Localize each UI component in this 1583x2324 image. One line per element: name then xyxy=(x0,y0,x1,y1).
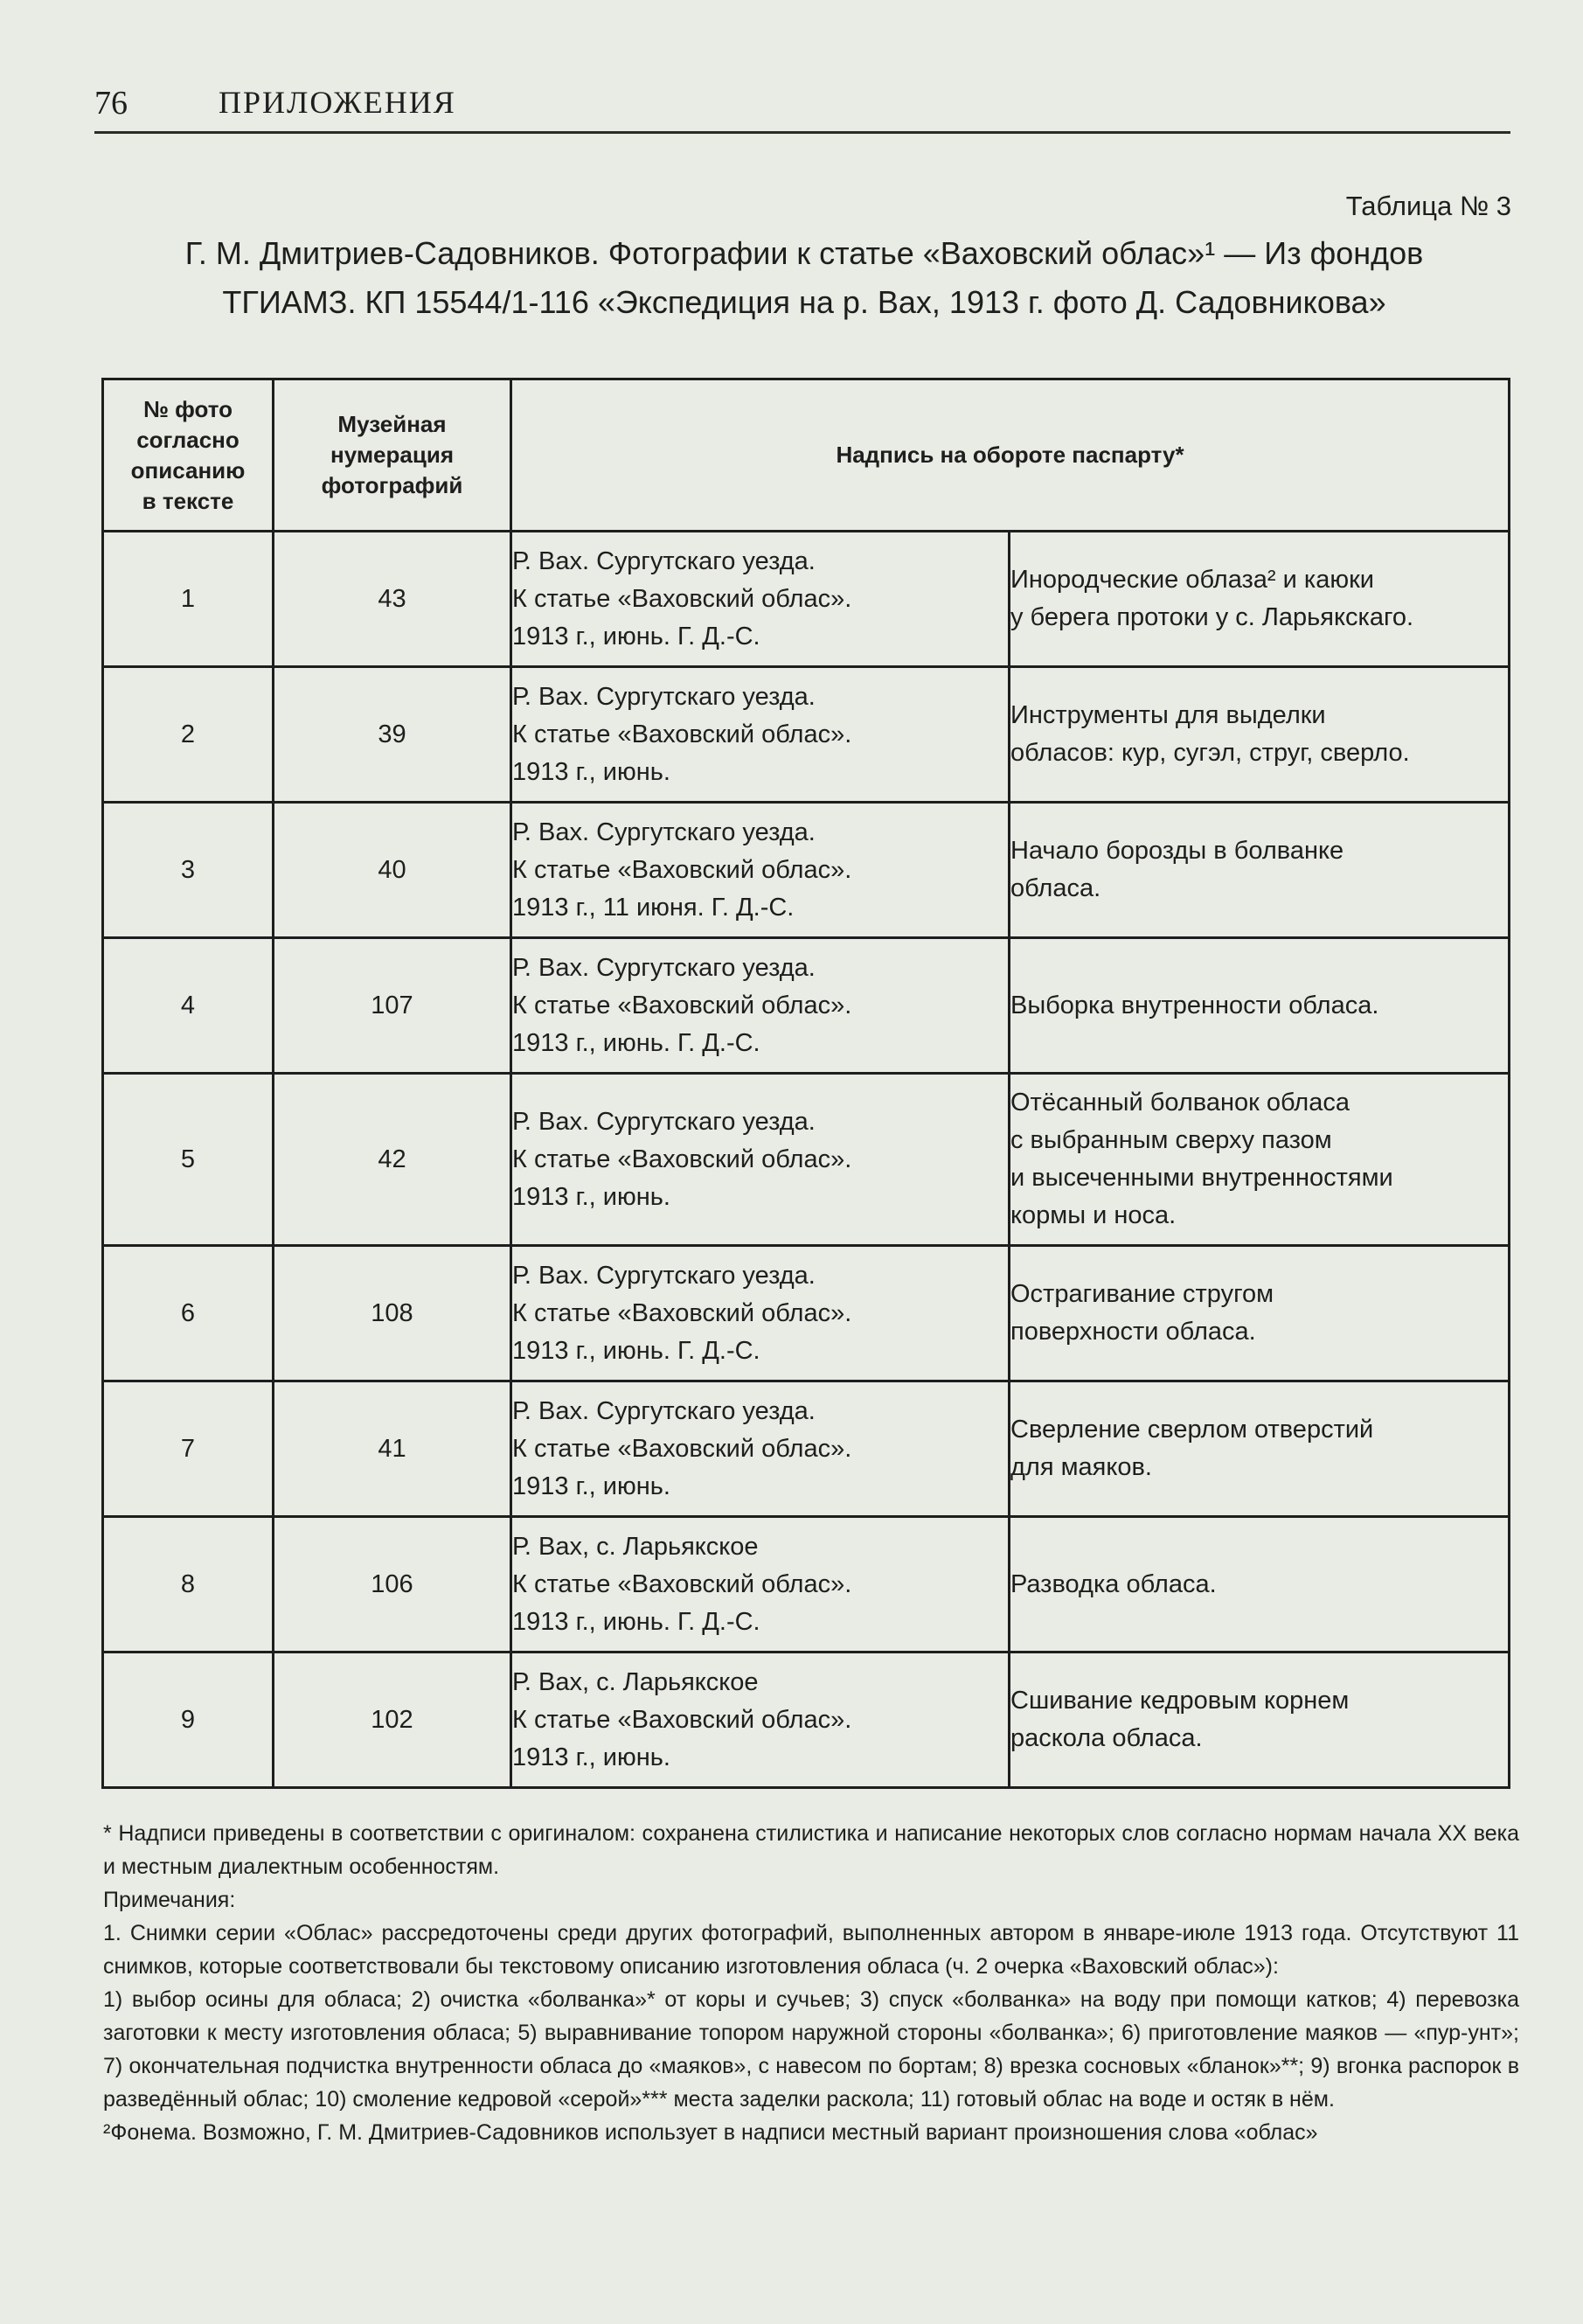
description-cell xyxy=(1010,1246,1510,1381)
description-cell xyxy=(1010,667,1510,803)
footnote-star: * Надписи приведены в соответствии с оригиналом: сохранена стилистика и написание некоторых слов согласно нормам начала XX века и местным диалектным особенностям. xyxy=(103,1821,1519,1879)
inscription-cell xyxy=(511,938,1010,1074)
photo-number-cell: 1 xyxy=(103,532,274,667)
description-cell xyxy=(1010,1653,1510,1788)
museum-number-cell: 108 xyxy=(274,1246,511,1381)
inscription-line: 1913 г., июнь. xyxy=(512,757,670,786)
inscription-line: Р. Вах, с. Ларьякское xyxy=(512,1667,759,1696)
photo-number-cell: 7 xyxy=(103,1381,274,1517)
table-header-row xyxy=(103,379,1510,532)
description-cell xyxy=(1010,532,1510,667)
photo-number-cell: 5 xyxy=(103,1074,274,1246)
inscription-line: Р. Вах. Сургутскаго уезда. xyxy=(512,1396,816,1425)
description-line: Отёсанный болванок обласа xyxy=(1010,1089,1350,1117)
inscription-cell xyxy=(511,1517,1010,1653)
inscription-line: 1913 г., 11 июня. Г. Д.-С. xyxy=(512,893,795,922)
description-line: Разводка обласа. xyxy=(1010,1569,1217,1598)
photo-number-cell: 6 xyxy=(103,1246,274,1381)
inscription-line: К статье «Ваховский облас». xyxy=(512,1705,852,1734)
table-row xyxy=(103,1653,1510,1788)
description-line: кормы и носа. xyxy=(1010,1201,1177,1229)
description-line: для маяков. xyxy=(1010,1453,1152,1481)
inscription-line: К статье «Ваховский облас». xyxy=(512,991,852,1019)
remarks-title: Примечания: xyxy=(103,1888,236,1912)
museum-number-cell: 42 xyxy=(274,1074,511,1246)
table-row xyxy=(103,1246,1510,1381)
table-row xyxy=(103,938,1510,1074)
table-label: Таблица № 3 xyxy=(1345,191,1511,221)
inscription-cell xyxy=(511,803,1010,938)
table-row xyxy=(103,1517,1510,1653)
description-line: поверхности обласа. xyxy=(1010,1318,1256,1346)
photo-number-cell: 9 xyxy=(103,1653,274,1788)
museum-number-cell: 43 xyxy=(274,532,511,667)
page-number: 76 xyxy=(94,85,128,122)
description-line: Начало борозды в болванке xyxy=(1010,837,1344,865)
inscription-line: К статье «Ваховский облас». xyxy=(512,1298,852,1327)
description-cell xyxy=(1010,1074,1510,1246)
description-line: с выбранным сверху пазом xyxy=(1010,1126,1332,1154)
description-line: Выборка внутренности обласа. xyxy=(1010,991,1379,1019)
description-line: раскола обласа. xyxy=(1010,1724,1203,1752)
museum-number-cell: 107 xyxy=(274,938,511,1074)
description-cell xyxy=(1010,1381,1510,1517)
description-line: Острагивание стругом xyxy=(1010,1280,1274,1308)
inscription-line: Р. Вах. Сургутскаго уезда. xyxy=(512,818,816,846)
inscription-line: К статье «Ваховский облас». xyxy=(512,1145,852,1173)
photo-number-cell: 8 xyxy=(103,1517,274,1653)
inscription-line: 1913 г., июнь. Г. Д.-С. xyxy=(512,1028,760,1057)
description-line: у берега протоки у с. Ларьякскаго. xyxy=(1010,603,1414,631)
note-2: ²Фонема. Возможно, Г. М. Дмитриев-Садовников использует в надписи местный вариант произношения слова «облас» xyxy=(103,2120,1318,2145)
table-caption xyxy=(96,229,1512,327)
description-line: Инородческие облаза² и каюки xyxy=(1010,566,1374,594)
caption-line: Г. М. Дмитриев-Садовников. Фотографии к статье «Ваховский облас»¹ — Из фондов xyxy=(184,235,1424,271)
inscription-line: Р. Вах. Сургутскаго уезда. xyxy=(512,1261,816,1290)
inscription-cell xyxy=(511,1246,1010,1381)
photo-number-cell: 2 xyxy=(103,667,274,803)
inscription-line: К статье «Ваховский облас». xyxy=(512,855,852,884)
page-header xyxy=(94,77,1510,134)
inscription-line: К статье «Ваховский облас». xyxy=(512,1569,852,1598)
note-1-list: 1) выбор осины для обласа; 2) очистка «болванка»* от коры и сучьев; 3) спуск «болванка» на воду при помощи катков; 4) перевозка заготовки к месту изготовления обласа; 5) выравнивание топором наружной стороны «болванка»; 6) приготовление маяков — «пур-унт»; 7) окончательная подчистка внутренности обласа до «маяков», с навесом по бортам; 8) врезка сосновых «бланок»**; 9) вгонка распорок в разведённый облас; 10) смоление кедровой «серой»*** места заделки раскола; 11) готовый облас на воде и остяк в нём. xyxy=(103,1987,1519,2112)
museum-number-cell: 102 xyxy=(274,1653,511,1788)
table-row xyxy=(103,1381,1510,1517)
photo-number-cell: 4 xyxy=(103,938,274,1074)
table-row xyxy=(103,1074,1510,1246)
museum-number-cell: 40 xyxy=(274,803,511,938)
photo-number-cell: 3 xyxy=(103,803,274,938)
inscription-cell xyxy=(511,532,1010,667)
caption-line: ТГИАМЗ. КП 15544/1-116 «Экспедиция на р. Вах, 1913 г. фото Д. Садовникова» xyxy=(222,284,1386,320)
museum-number-cell: 41 xyxy=(274,1381,511,1517)
inscription-cell xyxy=(511,1653,1010,1788)
inscription-line: 1913 г., июнь. Г. Д.-С. xyxy=(512,1607,760,1636)
museum-number-cell: 106 xyxy=(274,1517,511,1653)
description-line: Сверление сверлом отверстий xyxy=(1010,1416,1374,1444)
description-line: обласа. xyxy=(1010,874,1101,902)
inscription-line: 1913 г., июнь. xyxy=(512,1743,670,1771)
description-cell xyxy=(1010,1517,1510,1653)
inscription-line: К статье «Ваховский облас». xyxy=(512,1434,852,1463)
description-line: Сшивание кедровым корнем xyxy=(1010,1687,1350,1715)
header-photo-number: № фото согласно описанию в тексте xyxy=(103,379,274,532)
notes xyxy=(103,1817,1519,2149)
table-row xyxy=(103,532,1510,667)
inscription-cell xyxy=(511,1074,1010,1246)
inscription-line: 1913 г., июнь. Г. Д.-С. xyxy=(512,622,760,651)
description-line: Инструменты для выделки xyxy=(1010,701,1326,729)
note-1: 1. Снимки серии «Облас» рассредоточены среди других фотографий, выполненных автором в январе-июле 1913 года. Отсутствуют 11 снимков, которые соответствовали бы текстовому описанию изготовления обласа (ч. 2 очерка «Ваховский облас»): xyxy=(103,1921,1519,1979)
inscription-line: К статье «Ваховский облас». xyxy=(512,720,852,748)
inscription-line: Р. Вах. Сургутскаго уезда. xyxy=(512,546,816,575)
table-row xyxy=(103,667,1510,803)
inscription-line: Р. Вах, с. Ларьякское xyxy=(512,1532,759,1561)
table-row xyxy=(103,803,1510,938)
inscription-line: 1913 г., июнь. Г. Д.-С. xyxy=(512,1336,760,1365)
description-cell xyxy=(1010,938,1510,1074)
header-inscription: Надпись на обороте паспарту* xyxy=(511,379,1510,532)
photo-table xyxy=(101,378,1510,1789)
inscription-line: К статье «Ваховский облас». xyxy=(512,584,852,613)
section-title: ПРИЛОЖЕНИЯ xyxy=(219,85,456,120)
description-line: и высеченными внутренностями xyxy=(1010,1164,1393,1192)
inscription-line: 1913 г., июнь. xyxy=(512,1182,670,1211)
inscription-cell xyxy=(511,1381,1010,1517)
inscription-cell xyxy=(511,667,1010,803)
header-museum-number: Музейная нумерация фотографий xyxy=(274,379,511,532)
museum-number-cell: 39 xyxy=(274,667,511,803)
inscription-line: Р. Вах. Сургутскаго уезда. xyxy=(512,953,816,982)
description-cell xyxy=(1010,803,1510,938)
description-line: обласов: кур, сугэл, струг, сверло. xyxy=(1010,739,1410,767)
inscription-line: Р. Вах. Сургутскаго уезда. xyxy=(512,1107,816,1136)
inscription-line: 1913 г., июнь. xyxy=(512,1472,670,1500)
inscription-line: Р. Вах. Сургутскаго уезда. xyxy=(512,682,816,711)
